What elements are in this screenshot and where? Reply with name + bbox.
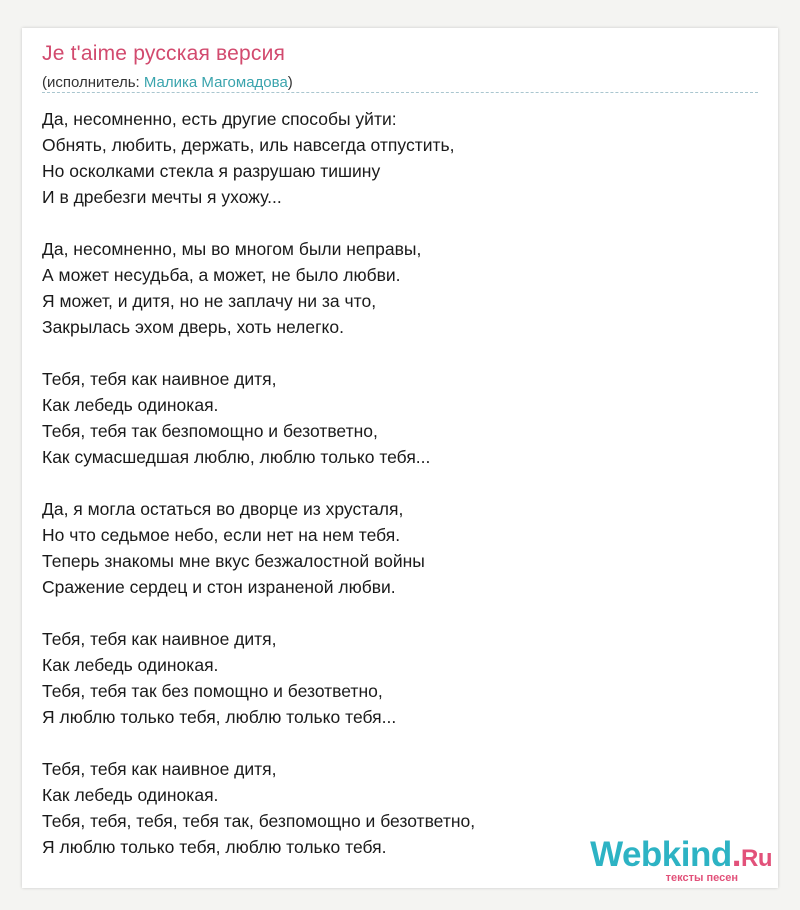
lyrics-stanza — [42, 756, 475, 860]
artist-prefix: (исполнитель: — [42, 74, 144, 91]
song-title: Je t'aime русская версия — [42, 42, 286, 65]
lyrics-line: Как лебедь одинокая. — [42, 395, 219, 415]
logo-brand: Webkind — [590, 835, 732, 874]
lyrics-stanza — [42, 496, 475, 600]
logo-tld: Ru — [741, 845, 772, 872]
lyrics-line: Обнять, любить, держать, иль навсегда отпустить, — [42, 135, 455, 155]
lyrics-line: Как лебедь одинокая. — [42, 655, 219, 675]
lyrics-line: Теперь знакомы мне вкус безжалостной войны — [42, 551, 425, 571]
lyrics-line: Закрылась эхом дверь, хоть нелегко. — [42, 317, 344, 337]
artist-link[interactable]: Малика Магомадова — [143, 74, 288, 91]
lyrics-line: Но осколками стекла я разрушаю тишину — [42, 161, 381, 181]
lyrics-line: И в дребезги мечты я ухожу... — [42, 187, 282, 207]
logo-tagline: тексты песен — [665, 872, 738, 884]
lyrics-line: Я может, и дитя, но не заплачу ни за что, — [42, 291, 377, 311]
lyrics-line: А может несудьба, а может, не было любви. — [42, 265, 401, 285]
lyrics-stanza — [42, 626, 475, 730]
lyrics-stanza — [42, 366, 475, 470]
lyrics-body — [42, 106, 475, 860]
lyrics-line: Тебя, тебя так без помощно и безответно, — [42, 681, 383, 701]
lyrics-line: Да, несомненно, есть другие способы уйти: — [42, 109, 397, 129]
lyrics-line: Тебя, тебя как наивное дитя, — [42, 629, 277, 649]
lyrics-line: Сражение сердец и стон израненой любви. — [42, 577, 396, 597]
lyrics-line: Да, несомненно, мы во многом были неправы, — [42, 239, 422, 259]
lyrics-line: Я люблю только тебя, люблю только тебя. — [42, 837, 387, 857]
logo-dot: . — [731, 835, 741, 874]
lyrics-stanza — [42, 106, 475, 210]
lyrics-line: Но что седьмое небо, если нет на нем тебя. — [42, 525, 401, 545]
lyrics-line: Тебя, тебя, тебя, тебя так, безпомощно и безответно, — [42, 811, 476, 831]
lyrics-line: Тебя, тебя так безпомощно и безответно, — [42, 421, 378, 441]
lyrics-line: Я люблю только тебя, люблю только тебя... — [42, 707, 397, 727]
lyrics-stanza — [42, 236, 475, 340]
artist-suffix: ) — [287, 74, 293, 91]
lyrics-line: Как лебедь одинокая. — [42, 785, 219, 805]
artist-line — [42, 74, 293, 91]
dashed-divider — [42, 92, 758, 93]
lyrics-card — [22, 28, 778, 888]
site-logo[interactable] — [590, 837, 772, 884]
lyrics-line: Да, я могла остаться во дворце из хрусталя, — [42, 499, 404, 519]
lyrics-line: Как сумасшедшая люблю, люблю только тебя... — [42, 447, 431, 467]
lyrics-line: Тебя, тебя как наивное дитя, — [42, 759, 277, 779]
lyrics-line: Тебя, тебя как наивное дитя, — [42, 369, 277, 389]
